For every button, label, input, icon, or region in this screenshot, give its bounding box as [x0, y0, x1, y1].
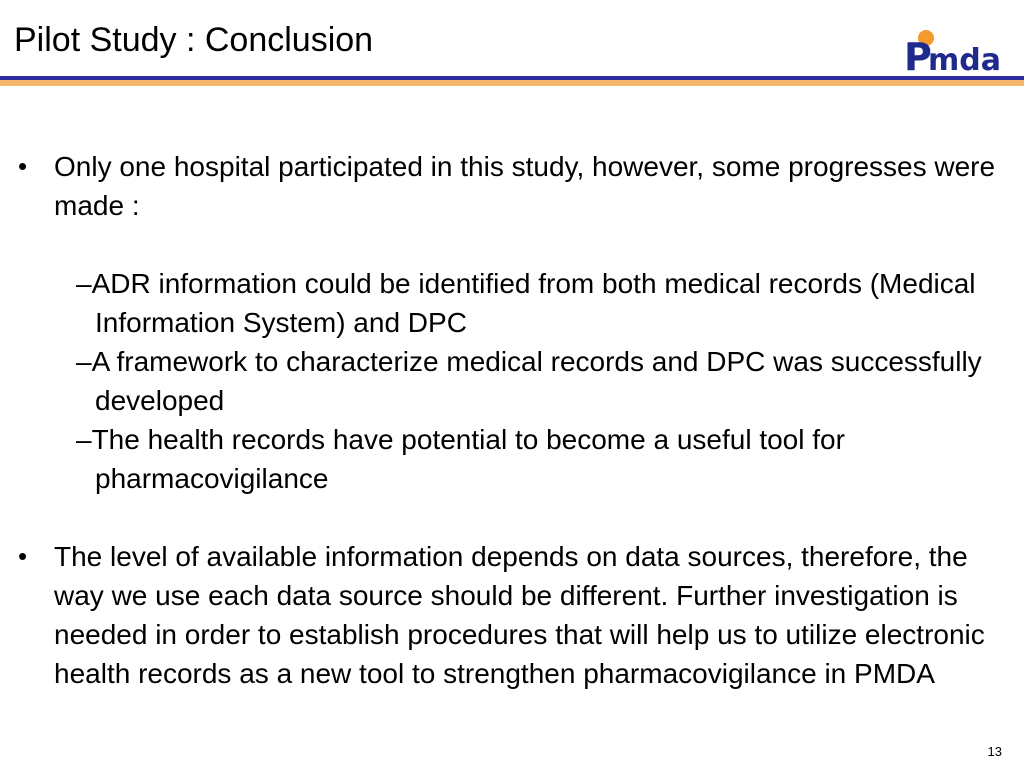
bullet-marker: • [18, 151, 28, 181]
page-number: 13 [987, 744, 1002, 759]
svg-text:P: P [904, 35, 932, 76]
bullet-marker: • [18, 541, 28, 571]
sub-item: –A framework to characterize medical records and DPC was successfully developed [76, 346, 982, 416]
sub-item: –ADR information could be identified from both medical records (Medical Information System) and DPC [76, 268, 976, 338]
slide-title: Pilot Study : Conclusion [14, 21, 374, 59]
bullet-text: Only one hospital participated in this study, however, some progresses were made : [54, 151, 996, 221]
sub-item: –The health records have potential to become a useful tool for pharmacovigilance [76, 424, 845, 494]
svg-text:mda: mda [928, 43, 1001, 76]
bullet-text: The level of available information depends on data sources, therefore, the way we use each data source should be different. Further investigation is needed in order to establish procedures that will help us to utilize electronic health records as a new tool to strengthen pharmacovigilance in PMDA [54, 541, 985, 689]
